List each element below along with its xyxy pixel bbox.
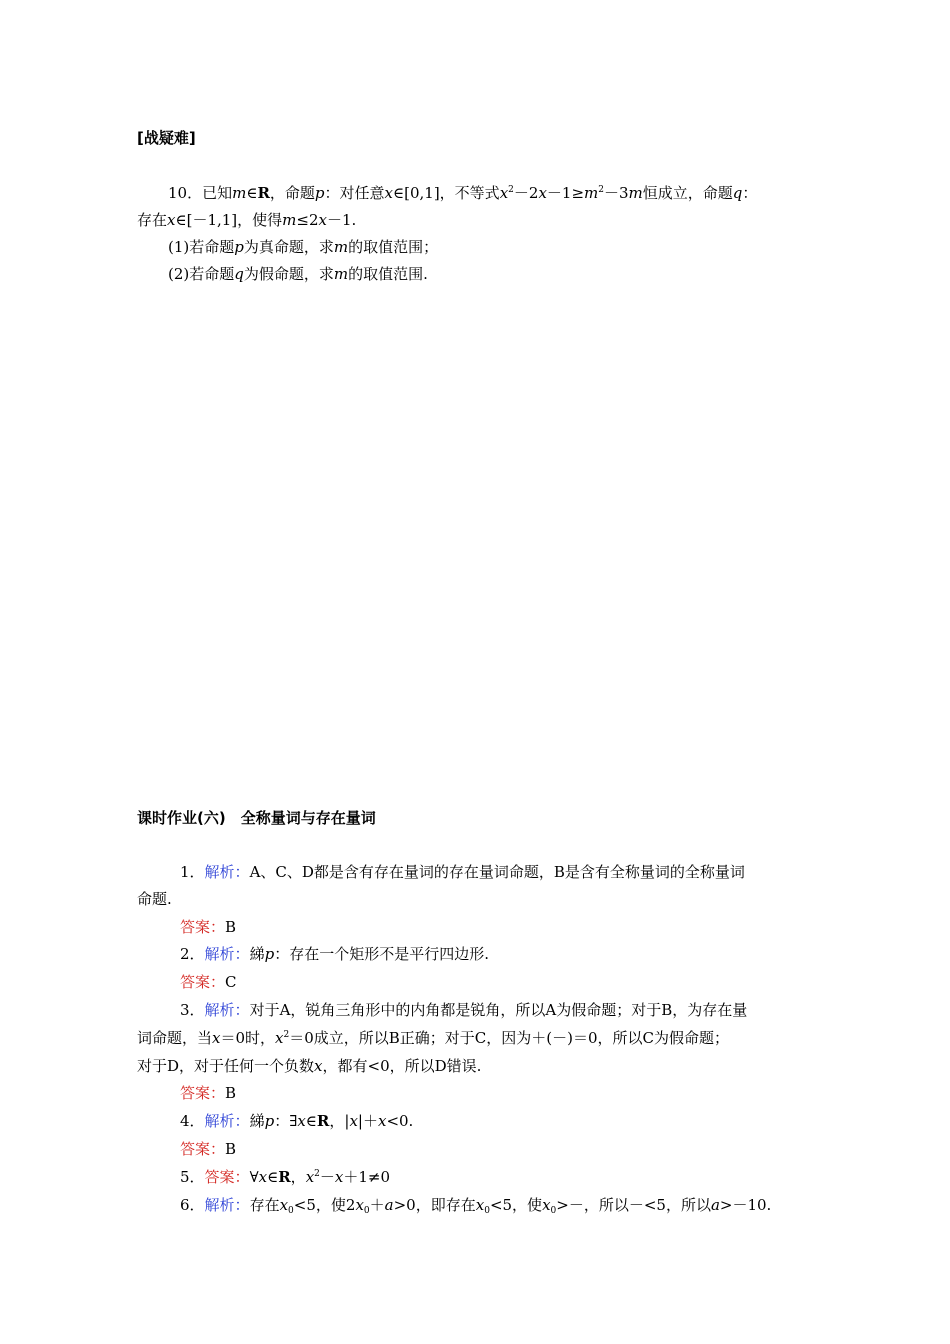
question-10-part-2: (2)若命题q为假命题，求m的取值范围.	[168, 265, 428, 283]
answer-1-line-2: 命题.	[137, 890, 172, 908]
question-10-line-1: 10．已知m∈R，命题p：对任意x∈[0,1]，不等式$x^2-2x-1\ge m^2-3m$恒成立，命题q：	[168, 184, 758, 202]
answer-1-line-1: 1．解析：A、C、D都是含有存在量词的存在量词命题，B是含有全称量词的全称量词	[180, 863, 745, 881]
answer-1-result: 答案：B	[180, 918, 237, 936]
question-10-line-2: 存在x∈[－1,1]，使得m≤2x－1.	[137, 211, 357, 229]
answer-3-line-1: 3．解析：对于A，锐角三角形中的内角都是锐角，所以A为假命题；对于B，为存在量	[180, 1001, 748, 1019]
answer-4-line-1: 4．解析：綈p：∃x∈R，|x|＋x<0.	[180, 1112, 414, 1130]
section-heading-difficult: [战疑难]	[137, 129, 196, 147]
answer-6-line-1: 6．解析：存在$x_0<5$，使$2x_0+a>0$，即存在$x_0<5$，使$x_0>-$，所以－<5，所以a>－10.	[180, 1196, 772, 1216]
answer-3-line-3: 对于D，对于任何一个负数x，都有<0，所以D错误.	[137, 1057, 482, 1075]
answer-2-line-1: 2．解析：綈p：存在一个矩形不是平行四边形.	[180, 945, 489, 963]
question-10-part-1: (1)若命题p为真命题，求m的取值范围；	[168, 238, 439, 256]
answer-3-result: 答案：B	[180, 1084, 237, 1102]
answer-4-result: 答案：B	[180, 1140, 237, 1158]
answer-2-result: 答案：C	[180, 973, 237, 991]
section-heading-homework: 课时作业(六) 全称量词与存在量词	[137, 809, 376, 827]
answer-5-line-1: 5．答案：∀x∈R，$x^2-x+1\ne 0$	[180, 1168, 391, 1186]
answer-3-line-2: 词命题，当x＝0时，$x^2=0$成立，所以B正确；对于C，因为＋(－)＝0，所以C为假命题；	[137, 1029, 730, 1047]
